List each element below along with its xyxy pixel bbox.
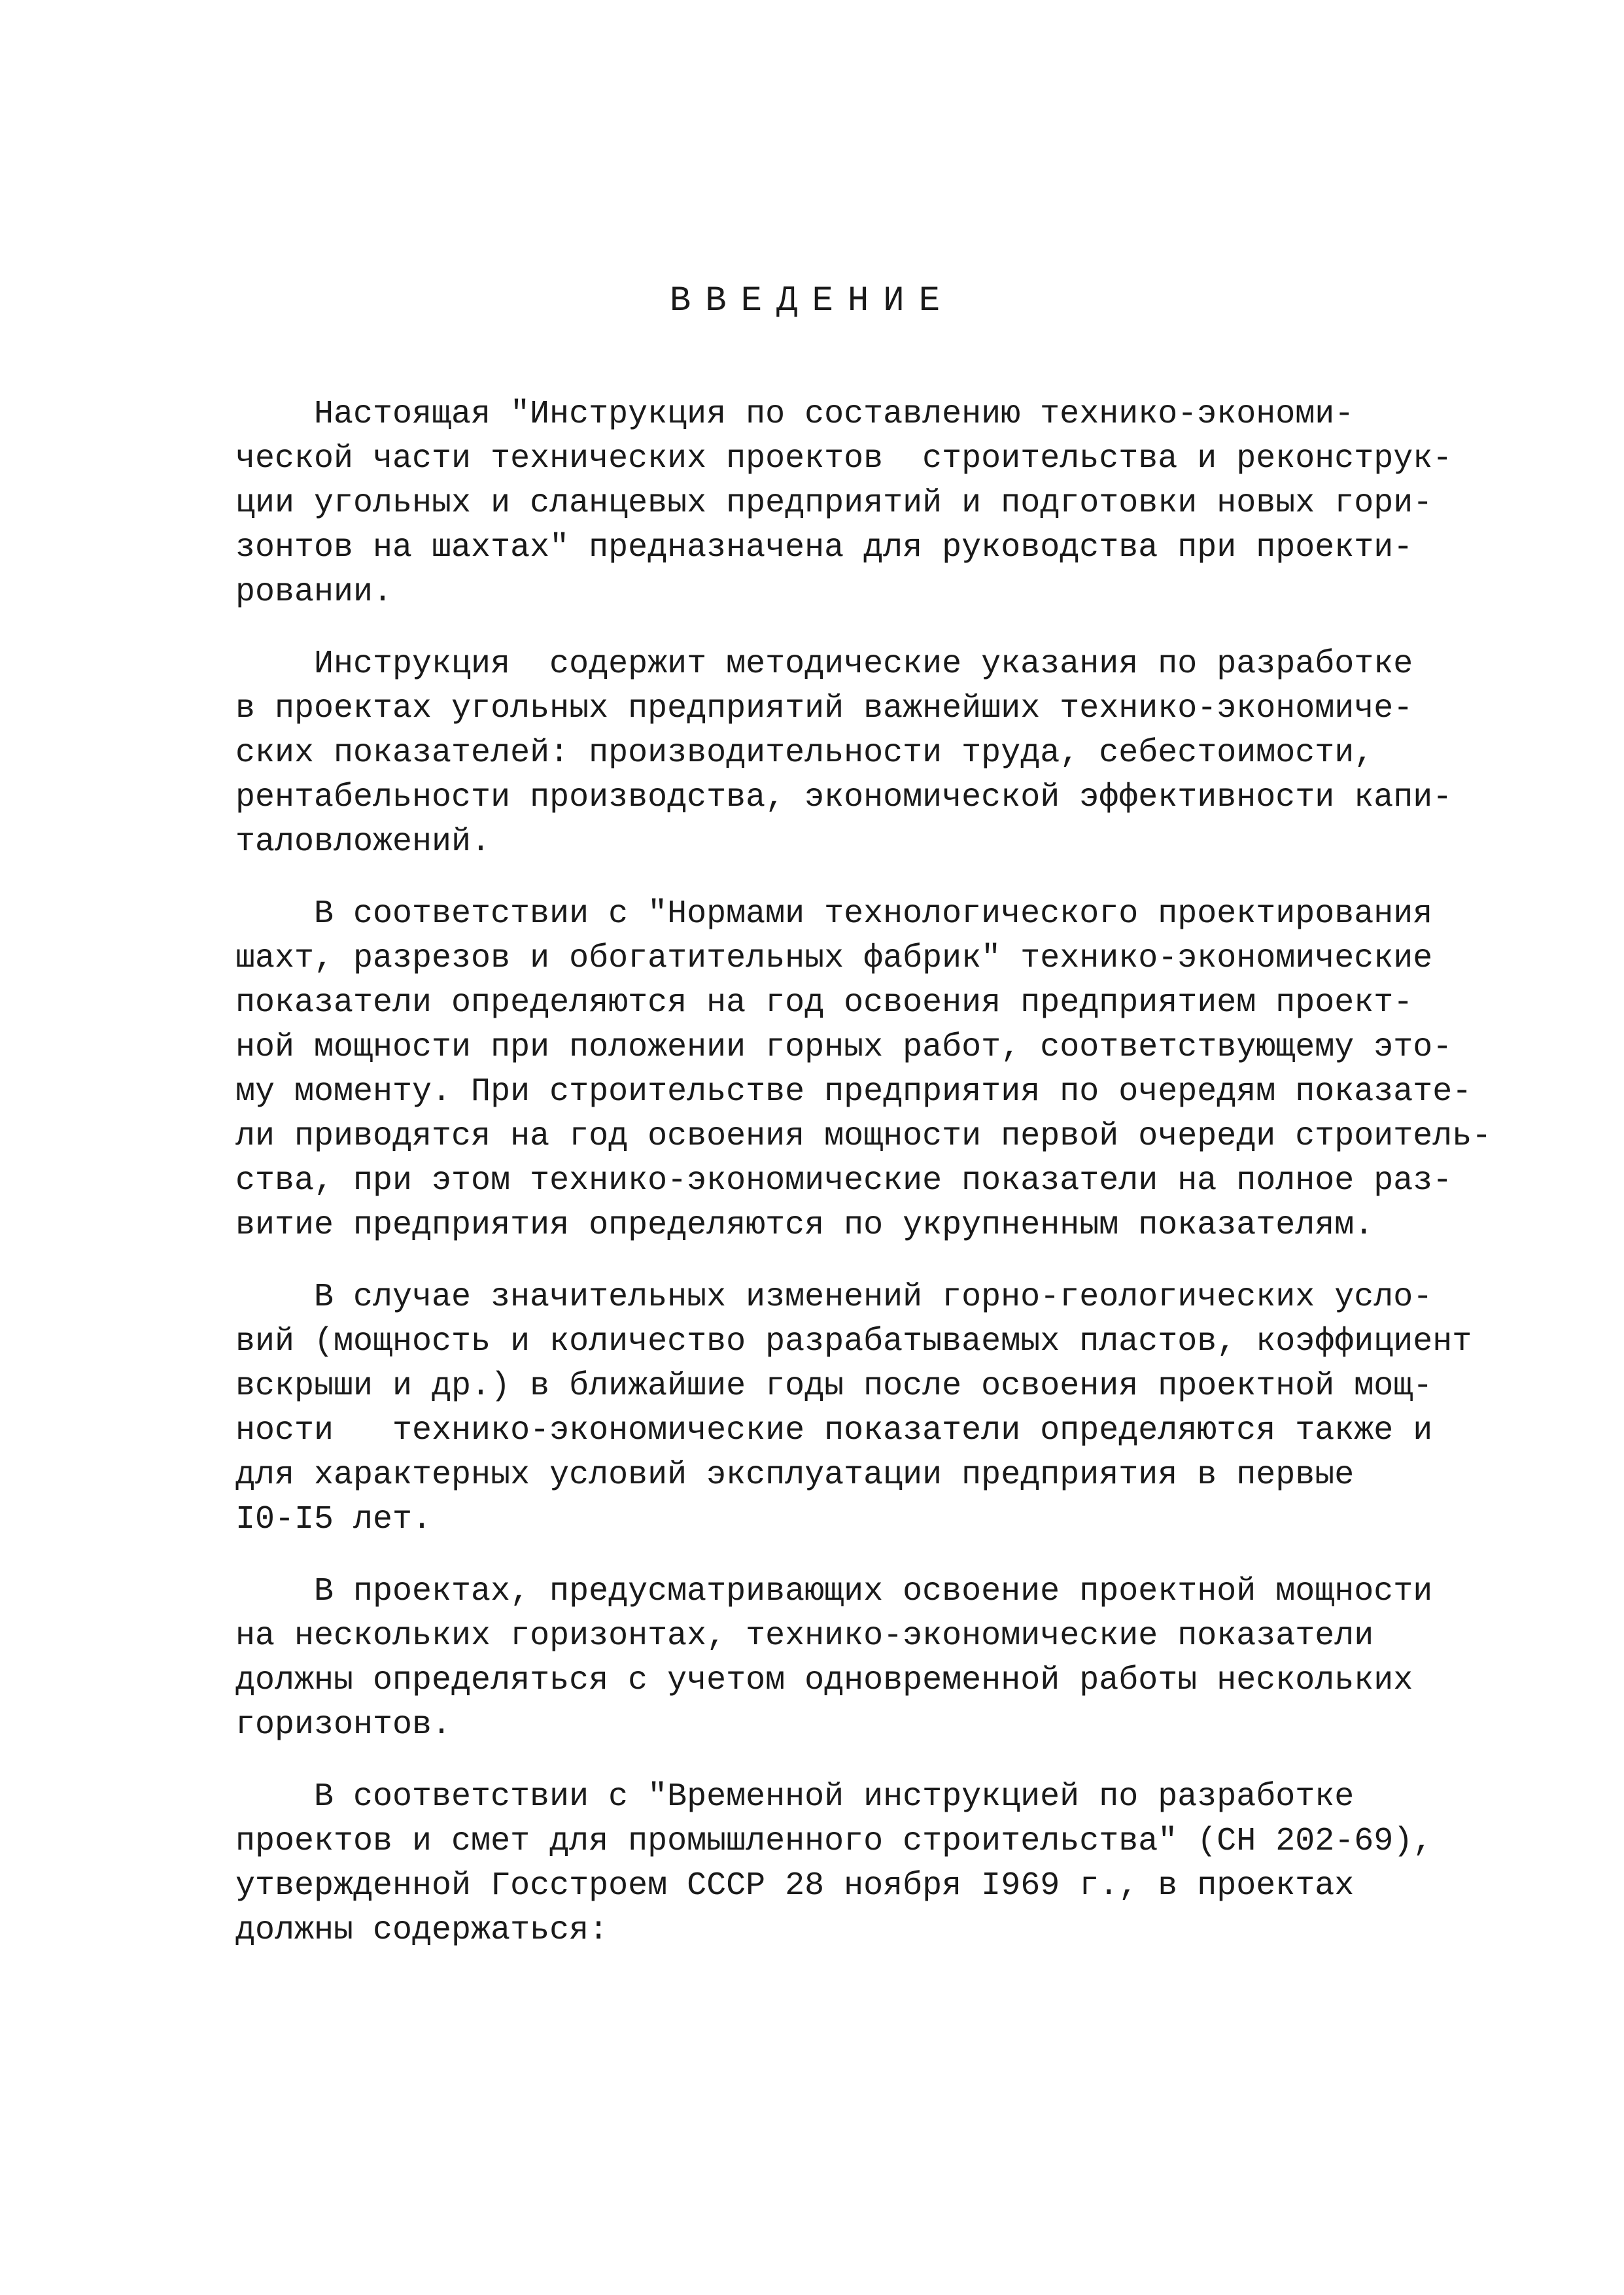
text-line: проектов и смет для промышленного строительства" (СН 202-69),	[235, 1823, 1433, 1860]
text-line: таловложений.	[235, 823, 491, 861]
paragraph-3	[235, 892, 1492, 1248]
text-line: Инструкция содержит методические указания по разработке	[314, 646, 1413, 683]
text-line: вий (мощность и количество разрабатываемых пластов, коэффициент	[235, 1323, 1472, 1360]
text-line: ции угольных и сланцевых предприятий и подготовки новых гори-	[235, 485, 1433, 522]
text-line: I0-I5 лет.	[235, 1501, 432, 1538]
text-line: В соответствии с "Нормами технологического проектирования	[314, 895, 1433, 933]
text-line: зонтов на шахтах" предназначена для руководства при проекти-	[235, 529, 1413, 566]
paragraph-4	[235, 1275, 1472, 1542]
text-line: для характерных условий эксплуатации предприятия в первые	[235, 1457, 1355, 1494]
paragraph-6	[235, 1775, 1465, 1953]
text-line: му моменту. При строительстве предприятия по очередям показате-	[235, 1073, 1472, 1111]
text-line: ли приводятся на год освоения мощности первой очереди строитель-	[235, 1118, 1492, 1155]
text-line: ских показателей: производительности труда, себестоимости,	[235, 734, 1374, 772]
text-line: ства, при этом технико-экономические показатели на полное раз-	[235, 1162, 1453, 1199]
text-line: утвержденной Госстроем СССР 28 ноября I969 г., в проектах	[235, 1867, 1355, 1905]
text-line: В случае значительных изменений горно-геологических усло-	[314, 1279, 1433, 1316]
text-line: должны содержаться:	[235, 1912, 609, 1949]
text-line: рентабельности производства, экономической эффективности капи-	[235, 779, 1453, 816]
paragraph-1	[235, 392, 1465, 615]
page-title: ВВЕДЕНИЕ	[669, 281, 955, 321]
text-line: Настоящая "Инструкция по составлению технико-экономи-	[314, 396, 1355, 433]
text-line: шахт, разрезов и обогатительных фабрик" технико-экономические	[235, 940, 1433, 977]
paragraph-2	[235, 642, 1465, 865]
text-line: В проектах, предусматривающих освоение проектной мощности	[314, 1573, 1433, 1610]
text-line: ности технико-экономические показатели определяются также и	[235, 1412, 1433, 1449]
text-line: В соответствии с "Временной инструкцией по разработке	[314, 1778, 1355, 1816]
text-line: ровании.	[235, 574, 393, 611]
text-line: ческой части технических проектов строительства и реконструк-	[235, 440, 1453, 477]
paragraph-5	[235, 1570, 1465, 1748]
text-line: на нескольких горизонтах, технико-экономические показатели	[235, 1617, 1374, 1655]
text-line: показатели определяются на год освоения предприятием проект-	[235, 984, 1413, 1022]
text-line: должны определяться с учетом одновременной работы нескольких	[235, 1662, 1413, 1699]
text-line: горизонтов.	[235, 1706, 452, 1744]
text-line: в проектах угольных предприятий важнейших технико-экономиче-	[235, 690, 1413, 727]
text-line: витие предприятия определяются по укрупненным показателям.	[235, 1207, 1374, 1244]
text-line: ной мощности при положении горных работ, соответствующему это-	[235, 1029, 1453, 1066]
body-text	[235, 392, 1492, 1980]
text-line: вскрыши и др.) в ближайшие годы после освоения проектной мощ-	[235, 1368, 1433, 1405]
